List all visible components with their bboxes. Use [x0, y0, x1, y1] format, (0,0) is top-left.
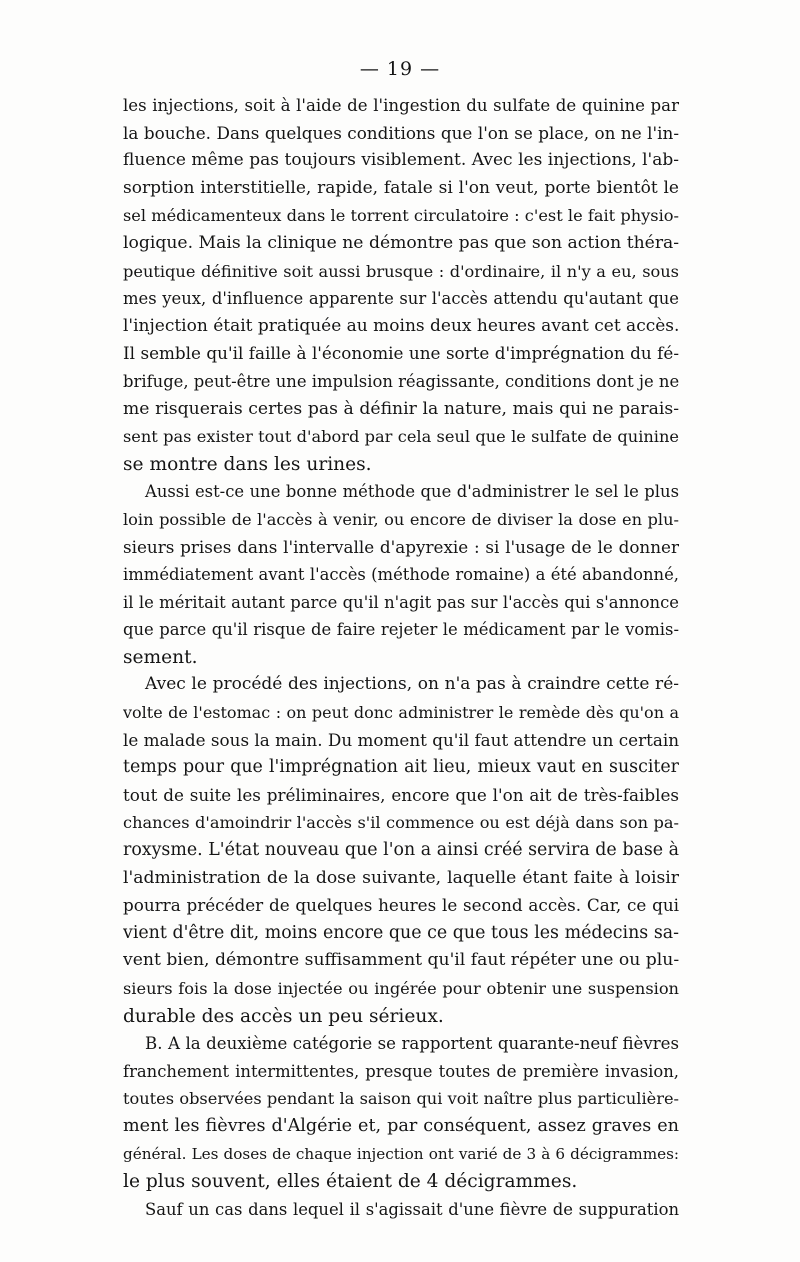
text-line: le plus souvent, elles étaient de 4 décigrammes.: [123, 1171, 578, 1193]
body-text: [123, 92, 679, 1223]
text-line: brifuge, peut-être une impulsion réagissante, conditions dont je ne: [123, 371, 679, 391]
text-line: me risquerais certes pas à définir la nature, mais qui ne parais-: [123, 398, 679, 419]
text-line: sement.: [123, 646, 198, 668]
text-line: sieurs prises dans l'intervalle d'apyrexie : si l'usage de le donner: [123, 536, 679, 557]
text-line: immédiatement avant l'accès (méthode romaine) a été abandonné,: [123, 565, 679, 585]
text-line: ment les fièvres d'Algérie et, par conséquent, assez graves en: [123, 1115, 679, 1136]
text-line: loin possible de l'accès à venir, ou encore de diviser la dose en plu-: [123, 509, 679, 529]
text-line: pourra précéder de quelques heures le second accès. Car, ce qui: [123, 895, 679, 916]
text-line: sieurs fois la dose injectée ou ingérée pour obtenir une suspension: [123, 979, 679, 998]
text-line: B. A la deuxième catégorie se rapportent quarante-neuf fièvres: [145, 1034, 679, 1054]
text-line: les injections, soit à l'aide de l'ingestion du sulfate de quinine par: [123, 96, 679, 115]
text-line: franchement intermittentes, presque toutes de première invasion,: [123, 1061, 679, 1081]
text-line: tout de suite les préliminaires, encore que l'on ait de très-faibles: [123, 784, 679, 805]
text-line: mes yeux, d'influence apparente sur l'accès attendu qu'autant que: [123, 289, 679, 309]
text-line: l'administration de la dose suivante, laquelle étant faite à loisir: [123, 867, 679, 888]
text-line: Sauf un cas dans lequel il s'agissait d'une fièvre de suppuration: [145, 1199, 679, 1219]
text-line: temps pour que l'imprégnation ait lieu, mieux vaut en susciter: [123, 757, 679, 778]
text-line: Avec le procédé des injections, on n'a pas à craindre cette ré-: [145, 674, 679, 695]
text-line: général. Les doses de chaque injection ont varié de 3 à 6 décigrammes:: [123, 1144, 679, 1163]
text-line: logique. Mais la clinique ne démontre pas que son action théra-: [123, 232, 679, 253]
text-line: que parce qu'il risque de faire rejeter le médicament par le vomis-: [123, 620, 679, 640]
page-number: — 19 —: [359, 58, 441, 80]
text-line: le malade sous la main. Du moment qu'il faut attendre un certain: [123, 729, 679, 750]
text-line: vent bien, démontre suffisamment qu'il faut répéter une ou plu-: [123, 950, 679, 971]
text-line: roxysme. L'état nouveau que l'on a ainsi créé servira de base à: [123, 840, 679, 861]
text-line: la bouche. Dans quelques conditions que l'on se place, on ne l'in-: [123, 122, 679, 143]
text-line: vient d'être dit, moins encore que ce que tous les médecins sa-: [123, 922, 679, 943]
text-line: sent pas exister tout d'abord par cela seul que le sulfate de quinine: [123, 427, 679, 447]
text-line: peutique définitive soit aussi brusque : d'ordinaire, il n'y a eu, sous: [123, 261, 679, 281]
text-line: volte de l'estomac : on peut donc administrer le remède dès qu'on a: [123, 703, 679, 723]
text-line: toutes observées pendant la saison qui voit naître plus particulière-: [123, 1089, 679, 1109]
text-line: Aussi est-ce une bonne méthode que d'administrer le sel le plus: [145, 482, 679, 502]
text-line: l'injection était pratiquée au moins deux heures avant cet accès.: [123, 315, 679, 336]
text-line: chances d'amoindrir l'accès s'il commence ou est déjà dans son pa-: [123, 813, 679, 833]
text-line: se montre dans les urines.: [123, 453, 372, 475]
text-line: il le méritait autant parce qu'il n'agit pas sur l'accès qui s'annonce: [123, 592, 679, 612]
text-line: Il semble qu'il faille à l'économie une sorte d'imprégnation du fé-: [123, 343, 679, 364]
text-line: fluence même pas toujours visiblement. Avec les injections, l'ab-: [123, 150, 679, 171]
text-line: sel médicamenteux dans le torrent circulatoire : c'est le fait physio-: [123, 206, 679, 226]
text-line: durable des accès un peu sérieux.: [123, 1005, 444, 1027]
text-line: sorption interstitielle, rapide, fatale si l'on veut, porte bientôt le: [123, 177, 679, 198]
